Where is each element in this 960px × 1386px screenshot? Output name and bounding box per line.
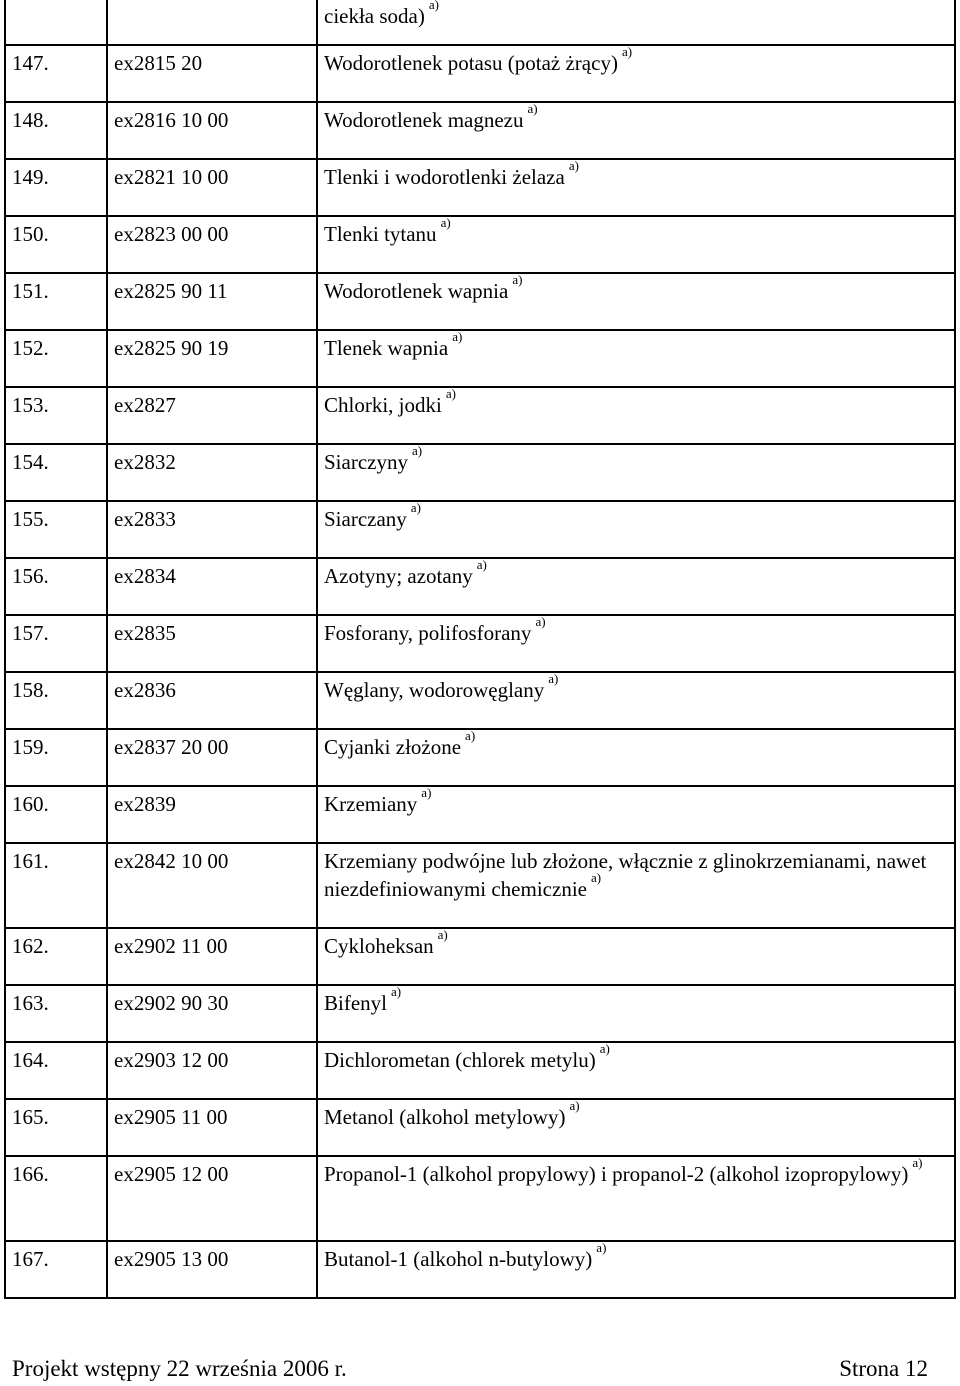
- description-text: Węglany, wodorowęglany: [324, 678, 545, 702]
- footnote-marker: a): [568, 158, 579, 173]
- description-cell: [317, 729, 955, 786]
- footnote-marker: a): [912, 1155, 923, 1170]
- cn-code-cell: ex2834: [107, 558, 317, 615]
- description-text: ciekła soda): [324, 4, 425, 28]
- description-cell: [317, 558, 955, 615]
- row-number-cell: 167.: [5, 1241, 107, 1298]
- description-text: Tlenki tytanu: [324, 222, 437, 246]
- description-cell: [317, 615, 955, 672]
- page-footer: [12, 1355, 928, 1383]
- footnote-marker: a): [535, 614, 546, 629]
- footnote-marker: a): [512, 272, 523, 287]
- row-number-cell: 162.: [5, 928, 107, 985]
- row-number-cell: 158.: [5, 672, 107, 729]
- cn-code-cell: ex2816 10 00: [107, 102, 317, 159]
- table-row: [5, 216, 955, 273]
- description-cell: [317, 0, 955, 45]
- table-row: [5, 843, 955, 928]
- row-number-cell: 165.: [5, 1099, 107, 1156]
- description-cell: [317, 387, 955, 444]
- table-row: [5, 786, 955, 843]
- row-number-cell: 160.: [5, 786, 107, 843]
- row-number-cell: 159.: [5, 729, 107, 786]
- cn-code-cell: [107, 0, 317, 45]
- description-text: Cykloheksan: [324, 934, 434, 958]
- cn-code-cell: ex2825 90 11: [107, 273, 317, 330]
- row-number-cell: 161.: [5, 843, 107, 928]
- footnote-marker: a): [452, 329, 463, 344]
- description-text: Fosforany, polifosforany: [324, 621, 532, 645]
- description-cell: [317, 102, 955, 159]
- cn-code-cell: ex2902 90 30: [107, 985, 317, 1042]
- table-row: [5, 558, 955, 615]
- table-row: [5, 672, 955, 729]
- description-cell: [317, 273, 955, 330]
- cn-code-cell: ex2903 12 00: [107, 1042, 317, 1099]
- description-text: Krzemiany podwójne lub złożone, włącznie z glinokrzemianami, nawet niezdefiniowanymi chemicznie: [324, 849, 927, 901]
- row-number-cell: 154.: [5, 444, 107, 501]
- cn-code-cell: ex2839: [107, 786, 317, 843]
- footnote-marker: a): [476, 557, 487, 572]
- description-cell: [317, 1241, 955, 1298]
- cn-code-cell: ex2835: [107, 615, 317, 672]
- description-text: Wodorotlenek magnezu: [324, 108, 524, 132]
- table-row: [5, 1241, 955, 1298]
- description-text: Dichlorometan (chlorek metylu): [324, 1048, 596, 1072]
- footnote-marker: a): [548, 671, 559, 686]
- description-cell: [317, 786, 955, 843]
- row-number-cell: 148.: [5, 102, 107, 159]
- page-number: Strona 12: [839, 1356, 928, 1381]
- description-cell: [317, 45, 955, 102]
- description-text: Butanol-1 (alkohol n-butylowy): [324, 1247, 593, 1271]
- footnote-marker: a): [596, 1240, 607, 1255]
- footnote-marker: a): [440, 215, 451, 230]
- footnote-marker: a): [410, 500, 421, 515]
- footnote-marker: a): [569, 1098, 580, 1113]
- description-cell: [317, 159, 955, 216]
- table-row: [5, 1042, 955, 1099]
- row-number-cell: 156.: [5, 558, 107, 615]
- description-cell: [317, 985, 955, 1042]
- description-text: Cyjanki złożone: [324, 735, 462, 759]
- description-cell: [317, 928, 955, 985]
- description-cell: [317, 672, 955, 729]
- cn-code-cell: ex2823 00 00: [107, 216, 317, 273]
- cn-code-cell: ex2832: [107, 444, 317, 501]
- row-number-cell: 149.: [5, 159, 107, 216]
- cn-code-cell: ex2902 11 00: [107, 928, 317, 985]
- footnote-marker: a): [621, 44, 633, 59]
- table-row: [5, 729, 955, 786]
- table-row: [5, 0, 955, 45]
- goods-table: [4, 0, 956, 1299]
- footnote-marker: a): [391, 984, 402, 999]
- cn-code-cell: ex2842 10 00: [107, 843, 317, 928]
- table-row: [5, 273, 955, 330]
- row-number-cell: [5, 0, 107, 45]
- description-text: Wodorotlenek potasu (potaż żrący): [324, 51, 618, 75]
- description-text: Krzemiany: [324, 792, 418, 816]
- table-row: [5, 501, 955, 558]
- description-text: Propanol-1 (alkohol propylowy) i propanol-2 (alkohol izopropylowy): [324, 1162, 909, 1186]
- description-text: Siarczyny: [324, 450, 408, 474]
- table-row: [5, 159, 955, 216]
- cn-code-cell: ex2905 13 00: [107, 1241, 317, 1298]
- footnote-marker: a): [590, 870, 602, 885]
- description-cell: [317, 501, 955, 558]
- table-row: [5, 387, 955, 444]
- table-row: [5, 45, 955, 102]
- row-number-cell: 150.: [5, 216, 107, 273]
- cn-code-cell: ex2905 11 00: [107, 1099, 317, 1156]
- table-row: [5, 1156, 955, 1241]
- cn-code-cell: ex2836: [107, 672, 317, 729]
- description-cell: [317, 330, 955, 387]
- table-row: [5, 330, 955, 387]
- row-number-cell: 155.: [5, 501, 107, 558]
- table-row: [5, 985, 955, 1042]
- description-cell: [317, 216, 955, 273]
- row-number-cell: 147.: [5, 45, 107, 102]
- footnote-marker: a): [411, 443, 423, 458]
- table-row: [5, 928, 955, 985]
- row-number-cell: 152.: [5, 330, 107, 387]
- description-cell: [317, 444, 955, 501]
- description-text: Bifenyl: [324, 991, 387, 1015]
- description-text: Azotyny; azotany: [324, 564, 473, 588]
- footnote-marker: a): [421, 785, 432, 800]
- row-number-cell: 164.: [5, 1042, 107, 1099]
- footnote-marker: a): [465, 728, 476, 743]
- description-text: Tlenki i wodorotlenki żelaza: [324, 165, 565, 189]
- cn-code-cell: ex2815 20: [107, 45, 317, 102]
- description-text: Tlenek wapnia: [324, 336, 449, 360]
- cn-code-cell: ex2837 20 00: [107, 729, 317, 786]
- table-row: [5, 615, 955, 672]
- description-cell: [317, 1042, 955, 1099]
- cn-code-cell: ex2827: [107, 387, 317, 444]
- table-row: [5, 1099, 955, 1156]
- footnote-marker: a): [445, 386, 456, 401]
- description-text: Wodorotlenek wapnia: [324, 279, 509, 303]
- row-number-cell: 163.: [5, 985, 107, 1042]
- footnote-marker: a): [437, 927, 448, 942]
- table-row: [5, 444, 955, 501]
- description-text: Metanol (alkohol metylowy): [324, 1105, 566, 1129]
- footnote-marker: a): [527, 101, 538, 116]
- footer-left-text: Projekt wstępny 22 września 2006 r.: [12, 1356, 347, 1381]
- footnote-marker: a): [428, 0, 439, 12]
- description-text: Siarczany: [324, 507, 407, 531]
- cn-code-cell: ex2833: [107, 501, 317, 558]
- table-row: [5, 102, 955, 159]
- row-number-cell: 151.: [5, 273, 107, 330]
- description-cell: [317, 1156, 955, 1241]
- description-cell: [317, 843, 955, 928]
- description-text: Chlorki, jodki: [324, 393, 442, 417]
- cn-code-cell: ex2821 10 00: [107, 159, 317, 216]
- row-number-cell: 166.: [5, 1156, 107, 1241]
- footnote-marker: a): [599, 1041, 610, 1056]
- row-number-cell: 157.: [5, 615, 107, 672]
- row-number-cell: 153.: [5, 387, 107, 444]
- cn-code-cell: ex2825 90 19: [107, 330, 317, 387]
- description-cell: [317, 1099, 955, 1156]
- cn-code-cell: ex2905 12 00: [107, 1156, 317, 1241]
